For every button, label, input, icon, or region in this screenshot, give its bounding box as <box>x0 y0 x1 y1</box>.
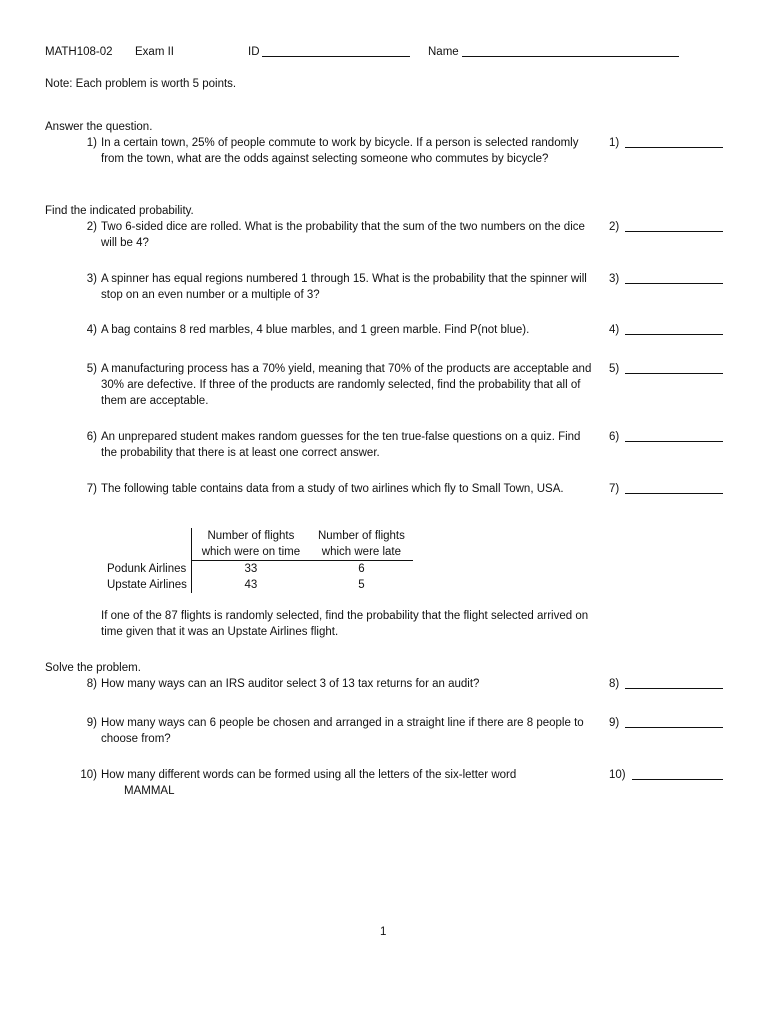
question-number: 6) <box>86 431 97 443</box>
question-text: In a certain town, 25% of people commute to work by bicycle. If a person is selected randomly from the town, what are the odds against selecting someone who commutes by bicycle? <box>101 137 579 165</box>
course-code: MATH108-02 <box>45 46 113 58</box>
col-header: Number of flights <box>207 530 295 542</box>
page-number: 1 <box>380 926 387 938</box>
answer-blank[interactable] <box>625 441 723 442</box>
airline-name: Podunk Airlines <box>103 561 191 578</box>
question-number: 7) <box>86 483 97 495</box>
question-text: How many different words can be formed using all the letters of the six-letter word <box>101 769 517 781</box>
question-number: 4) <box>86 324 97 336</box>
question-number: 5) <box>86 363 97 375</box>
col-header: Number of flights <box>317 530 405 542</box>
table-row <box>103 561 413 578</box>
answer-label: 7) <box>609 483 620 495</box>
question-text: A spinner has equal regions numbered 1 through 15. What is the probability that the spinner will stop on an even number or a multiple of 3? <box>101 273 587 301</box>
question-text: Two 6-sided dice are rolled. What is the probability that the sum of the two numbers on the dice will be 4? <box>101 221 585 249</box>
answer-blank[interactable] <box>625 493 723 494</box>
name-label: Name <box>428 46 459 58</box>
answer-blank[interactable] <box>625 688 723 689</box>
section-heading-find: Find the indicated probability. <box>45 205 194 217</box>
answer-label: 6) <box>609 431 620 443</box>
answer-label: 8) <box>609 678 620 690</box>
answer-blank[interactable] <box>632 779 723 780</box>
question-text: A manufacturing process has a 70% yield, meaning that 70% of the products are acceptable and 30% are defective. If three of the products are randomly selected, find the probability that all of them are acceptable. <box>101 363 592 407</box>
flights-table <box>103 528 413 593</box>
question-number: 2) <box>86 221 97 233</box>
question-text: A bag contains 8 red marbles, 4 blue marbles, and 1 green marble. Find P(not blue). <box>101 324 530 336</box>
section-heading-solve: Solve the problem. <box>45 662 141 674</box>
question-text: The following table contains data from a study of two airlines which fly to Small Town, USA. <box>101 483 564 495</box>
on-time-count: 43 <box>244 579 258 591</box>
answer-blank[interactable] <box>625 283 723 284</box>
answer-blank[interactable] <box>625 373 723 374</box>
answer-label: 10) <box>609 769 626 781</box>
question-word: MAMMAL <box>124 785 175 797</box>
question-number: 10) <box>80 769 97 781</box>
col-header: which were late <box>310 544 413 561</box>
answer-label: 1) <box>609 137 620 149</box>
note: Note: Each problem is worth 5 points. <box>45 78 237 90</box>
answer-label: 3) <box>609 273 620 285</box>
exam-title: Exam II <box>135 46 174 58</box>
answer-label: 5) <box>609 363 620 375</box>
id-field[interactable] <box>262 56 410 57</box>
question-number: 3) <box>86 273 97 285</box>
answer-blank[interactable] <box>625 334 723 335</box>
question-text: How many ways can 6 people be chosen and arranged in a straight line if there are 8 people to choose from? <box>101 717 584 745</box>
late-count: 6 <box>358 563 365 575</box>
answer-blank[interactable] <box>625 147 723 148</box>
on-time-count: 33 <box>244 563 258 575</box>
question-number: 9) <box>86 717 97 729</box>
question-number: 8) <box>86 678 97 690</box>
answer-blank[interactable] <box>625 231 723 232</box>
section-heading-answer: Answer the question. <box>45 121 153 133</box>
question-followup: If one of the 87 flights is randomly selected, find the probability that the flight selected arrived on time given that it was an Upstate Airlines flight. <box>101 610 589 638</box>
question-text: How many ways can an IRS auditor select 3 of 13 tax returns for an audit? <box>101 678 480 690</box>
col-header: which were on time <box>191 544 310 561</box>
late-count: 5 <box>358 579 365 591</box>
question-number: 1) <box>86 137 97 149</box>
answer-label: 2) <box>609 221 620 233</box>
answer-blank[interactable] <box>625 727 723 728</box>
table-row <box>103 577 413 593</box>
name-field[interactable] <box>462 56 679 57</box>
airline-name: Upstate Airlines <box>103 577 191 593</box>
answer-label: 9) <box>609 717 620 729</box>
question-text: An unprepared student makes random guesses for the ten true-false questions on a quiz. Find the probability that there is at least one correct answer. <box>101 431 581 459</box>
answer-label: 4) <box>609 324 620 336</box>
id-label: ID <box>248 46 260 58</box>
